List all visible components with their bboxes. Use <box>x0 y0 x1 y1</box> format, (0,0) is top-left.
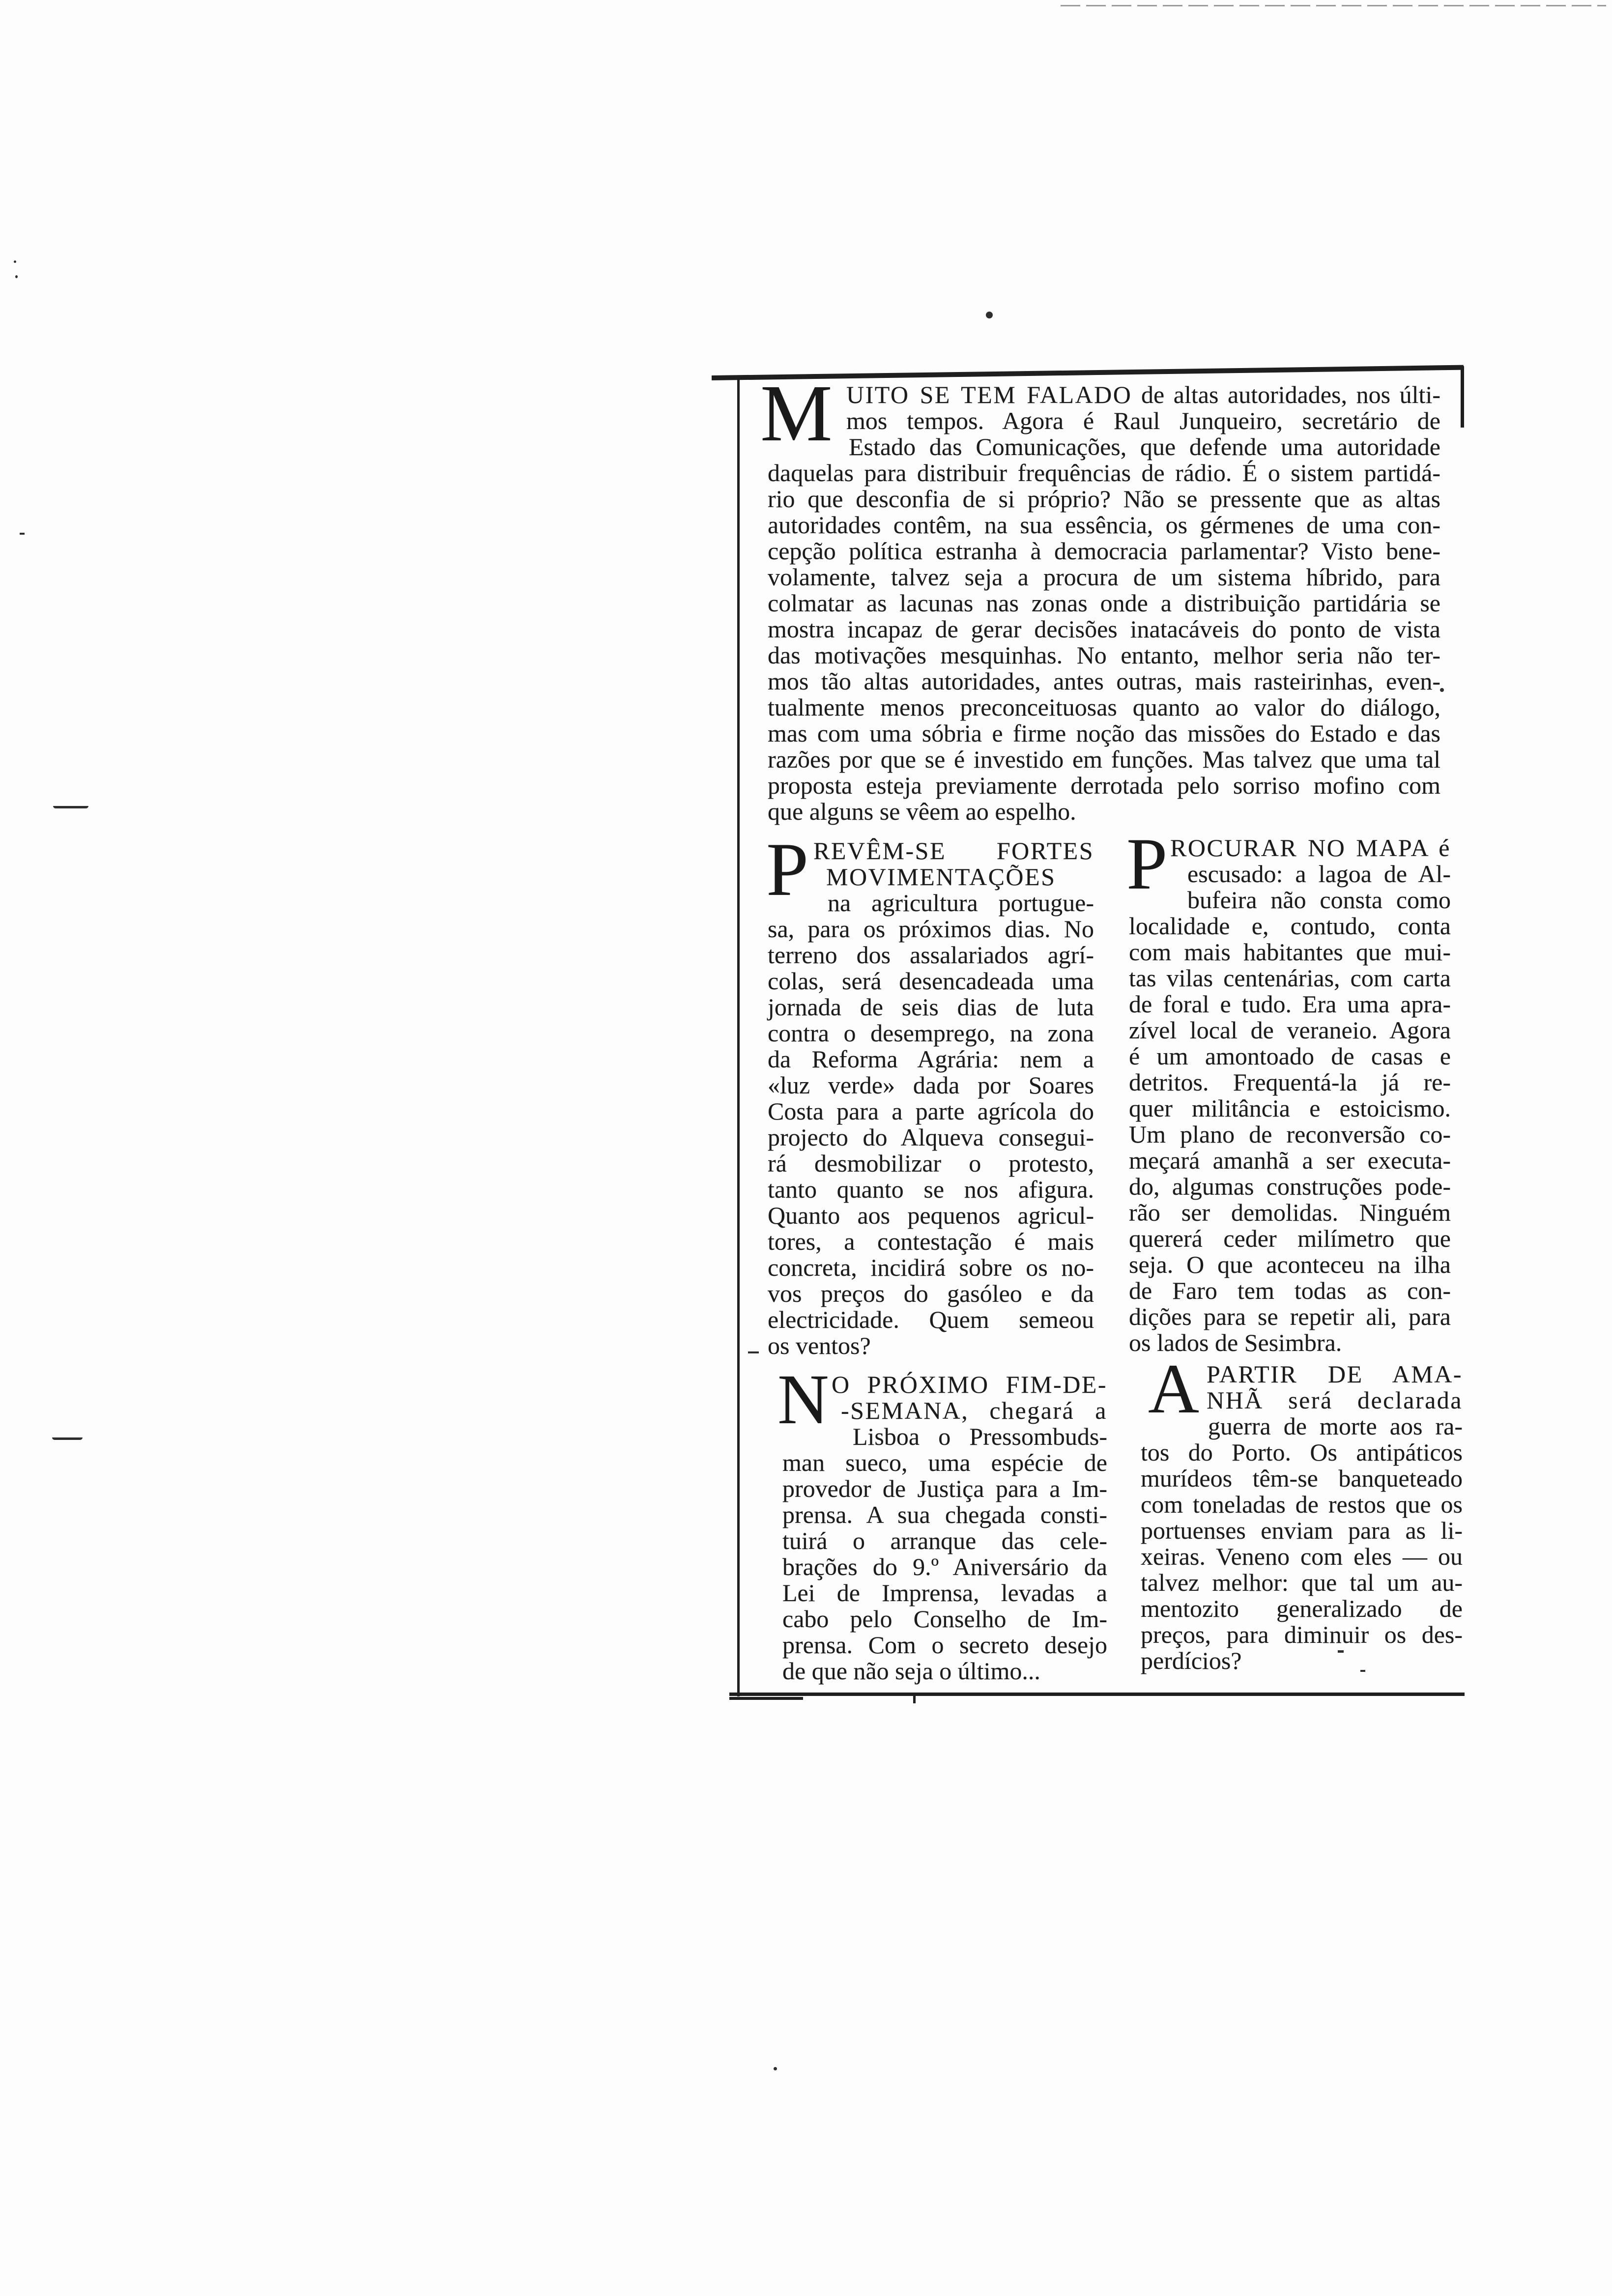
article-pressombudsman <box>777 1360 1107 1685</box>
scan-speck <box>986 312 993 318</box>
clipping-border-bottom-heavy <box>729 1697 803 1700</box>
article-line: de que não seja o último... <box>782 1657 1040 1685</box>
article-line: Lisboa o Pressombuds- <box>853 1423 1107 1450</box>
article-line: colas, será desencadeada uma <box>768 967 1094 995</box>
article-line: Quanto aos pequenos agricul- <box>768 1202 1094 1229</box>
article-line: das motivações mesquinhas. No entanto, melhor seria não ter- <box>768 641 1440 669</box>
article-line-text: de altas autoridades, nos últi- <box>1141 381 1440 408</box>
scan-speck <box>20 533 25 535</box>
article-line: quererá ceder milímetro que <box>1129 1225 1451 1252</box>
article-lead-caps: UITO SE TEM FALADO <box>846 381 1132 408</box>
article-line: contra o desemprego, na zona <box>768 1019 1094 1047</box>
article-line: tanto quanto se nos afigura. <box>768 1176 1094 1203</box>
scan-speck <box>14 260 16 263</box>
article-line: tualmente menos preconceituosas quanto ao valor do diálogo, <box>768 693 1440 721</box>
article-headline-line: O PRÓXIMO FIM-DE- <box>832 1371 1107 1398</box>
scan-speck <box>748 1351 759 1353</box>
article-line: do, algumas construções pode- <box>1129 1173 1451 1200</box>
article-line: mentozito generalizado de <box>1141 1595 1463 1622</box>
article-line: razões por que se é investido em funções. Mas talvez que uma tal <box>768 746 1440 773</box>
article-line: tores, a contestação é mais <box>768 1228 1094 1255</box>
article-line: com mais habitantes que mui- <box>1129 938 1451 966</box>
article-line: provedor de Justiça para a Im- <box>782 1475 1107 1502</box>
article-line: electricidade. Quem semeou <box>768 1306 1094 1333</box>
article-line: rá desmobilizar o protesto, <box>768 1149 1094 1177</box>
article-line: de foral e tudo. Era uma apra- <box>1129 990 1451 1018</box>
drop-cap: P <box>1126 823 1168 905</box>
article-line: seja. O que aconteceu na ilha <box>1129 1251 1451 1278</box>
article-line: é um amontoado de casas e <box>1129 1042 1451 1070</box>
clipping-border-bottom <box>729 1693 1465 1696</box>
article-line: daquelas para distribuir frequências de rádio. É o sistem partidá- <box>768 459 1440 487</box>
article-line: rio que desconfia de si próprio? Não se pressente que as altas <box>768 485 1440 513</box>
article-line: Um plano de reconversão co- <box>1129 1120 1451 1148</box>
article-line: escusado: a lagoa de Al- <box>1187 860 1451 888</box>
article-line: que alguns se vêem ao espelho. <box>768 798 1076 825</box>
clipping-border-tick <box>913 1695 916 1703</box>
article-line: volamente, talvez seja a procura de um sistema híbrido, para <box>768 563 1440 591</box>
article-line: rão ser demolidas. Ninguém <box>1129 1199 1451 1226</box>
article-line: na agricultura portugue- <box>828 889 1094 917</box>
article-line: concreta, incidirá sobre os no- <box>768 1254 1094 1281</box>
article-line: com toneladas de restos que os <box>1141 1491 1463 1518</box>
article-line: proposta esteja previamente derrotada pelo sorriso mofino com <box>768 772 1440 799</box>
scan-top-edge-line <box>1061 5 1606 6</box>
clipping-border-left <box>737 379 740 1696</box>
article-line: Costa para a parte agrícola do <box>768 1097 1094 1125</box>
article-line: talvez melhor: que tal um au- <box>1141 1569 1463 1596</box>
article-line: Lei de Imprensa, levadas a <box>782 1579 1107 1607</box>
article-line: dições para se repetir ali, para <box>1129 1303 1451 1330</box>
article-agricultura <box>766 827 1094 1359</box>
article-line: tuirá o arranque das cele- <box>782 1527 1107 1554</box>
article-line: meçará amanhã a ser executa- <box>1129 1147 1451 1174</box>
article-albufeira <box>1126 823 1451 1356</box>
article-line: bufeira não consta como <box>1187 886 1451 914</box>
article-line: prensa. Com o secreto desejo <box>782 1631 1107 1659</box>
article-line: mostra incapaz de gerar decisões inatacáveis do ponto de vista <box>768 615 1440 643</box>
article-headline-line: REVÊM-SE FORTES <box>813 837 1094 864</box>
article-line: da Reforma Agrária: nem a <box>768 1045 1094 1073</box>
article-line: portuenses enviam para as li- <box>1141 1517 1463 1544</box>
drop-cap: M <box>760 368 833 458</box>
article-line: colmatar as lacunas nas zonas onde a distribuição partidária se <box>768 589 1440 617</box>
article-line: murídeos têm-se banqueteado <box>1141 1464 1463 1492</box>
article-line: perdícios? <box>1141 1647 1242 1674</box>
article-line: zível local de veraneio. Agora <box>1129 1016 1451 1044</box>
article-line: xeiras. Veneno com eles — ou <box>1141 1543 1463 1570</box>
article-line: terreno dos assalariados agrí- <box>768 941 1094 969</box>
article-line: localidade e, contudo, conta <box>1129 912 1451 940</box>
article-line: autoridades contêm, na sua essência, os gérmenes de uma con- <box>768 511 1440 539</box>
article-headline-line: NHÃ será declarada <box>1207 1386 1463 1414</box>
article-line: cabo pelo Conselho de Im- <box>782 1605 1107 1633</box>
article-line: jornada de seis dias de luta <box>768 993 1094 1021</box>
article-line: tas vilas centenárias, com carta <box>1129 964 1451 992</box>
article-ratos-porto <box>1141 1350 1463 1674</box>
article-headline-line: -SEMANA, chegará a <box>841 1397 1107 1424</box>
scan-speck <box>15 275 18 278</box>
article-headline-line: ROCURAR NO MAPA é <box>1170 834 1451 861</box>
article-line: de Faro tem todas as con- <box>1129 1277 1451 1304</box>
article-line: os lados de Sesimbra. <box>1129 1329 1342 1356</box>
article-line: brações do 9.º Aniversário da <box>782 1553 1107 1580</box>
article-line: Estado das Comunicações, que defende uma autoridade <box>849 433 1440 460</box>
scan-speck <box>1440 688 1444 692</box>
article-line: detritos. Frequentá-la já re- <box>1129 1068 1451 1096</box>
article-line: «luz verde» dada por Soares <box>768 1071 1094 1099</box>
drop-cap: N <box>777 1360 829 1439</box>
drop-cap: P <box>766 827 809 912</box>
article-line <box>846 382 1440 408</box>
article-headline-line: MOVIMENTAÇÕES <box>826 863 1056 890</box>
article-line: os ventos? <box>768 1332 871 1359</box>
article-line: man sueco, uma espécie de <box>782 1449 1107 1476</box>
clipping-border-right <box>1461 366 1464 428</box>
scan-speck <box>774 2067 777 2070</box>
article-line: quer militância e estoicismo. <box>1129 1094 1451 1122</box>
article-line: vos preços do gasóleo e da <box>768 1280 1094 1307</box>
scan-speck <box>53 806 88 808</box>
article-line: prensa. A sua chegada consti- <box>782 1501 1107 1528</box>
article-line: sa, para os próximos dias. No <box>768 915 1094 943</box>
drop-cap: A <box>1148 1350 1199 1428</box>
article-line: projecto do Alqueva consegui- <box>768 1123 1094 1151</box>
article-line: mos tão altas autoridades, antes outras, mais rasteirinhas, even- <box>768 667 1440 695</box>
article-headline-line: PARTIR DE AMA- <box>1207 1360 1463 1388</box>
article-line: guerra de morte aos ra- <box>1208 1412 1463 1440</box>
article-line: mas com uma sóbria e firme noção das missões do Estado e das <box>768 719 1440 747</box>
article-altas-autoridades <box>760 368 1440 825</box>
article-line: cepção política estranha à democracia parlamentar? Visto bene- <box>768 537 1440 565</box>
article-line: tos do Porto. Os antipáticos <box>1141 1438 1463 1466</box>
article-line: mos tempos. Agora é Raul Junqueiro, secretário de <box>846 407 1440 434</box>
scan-speck <box>52 1437 83 1440</box>
article-line: preços, para diminuir os des- <box>1141 1621 1463 1648</box>
